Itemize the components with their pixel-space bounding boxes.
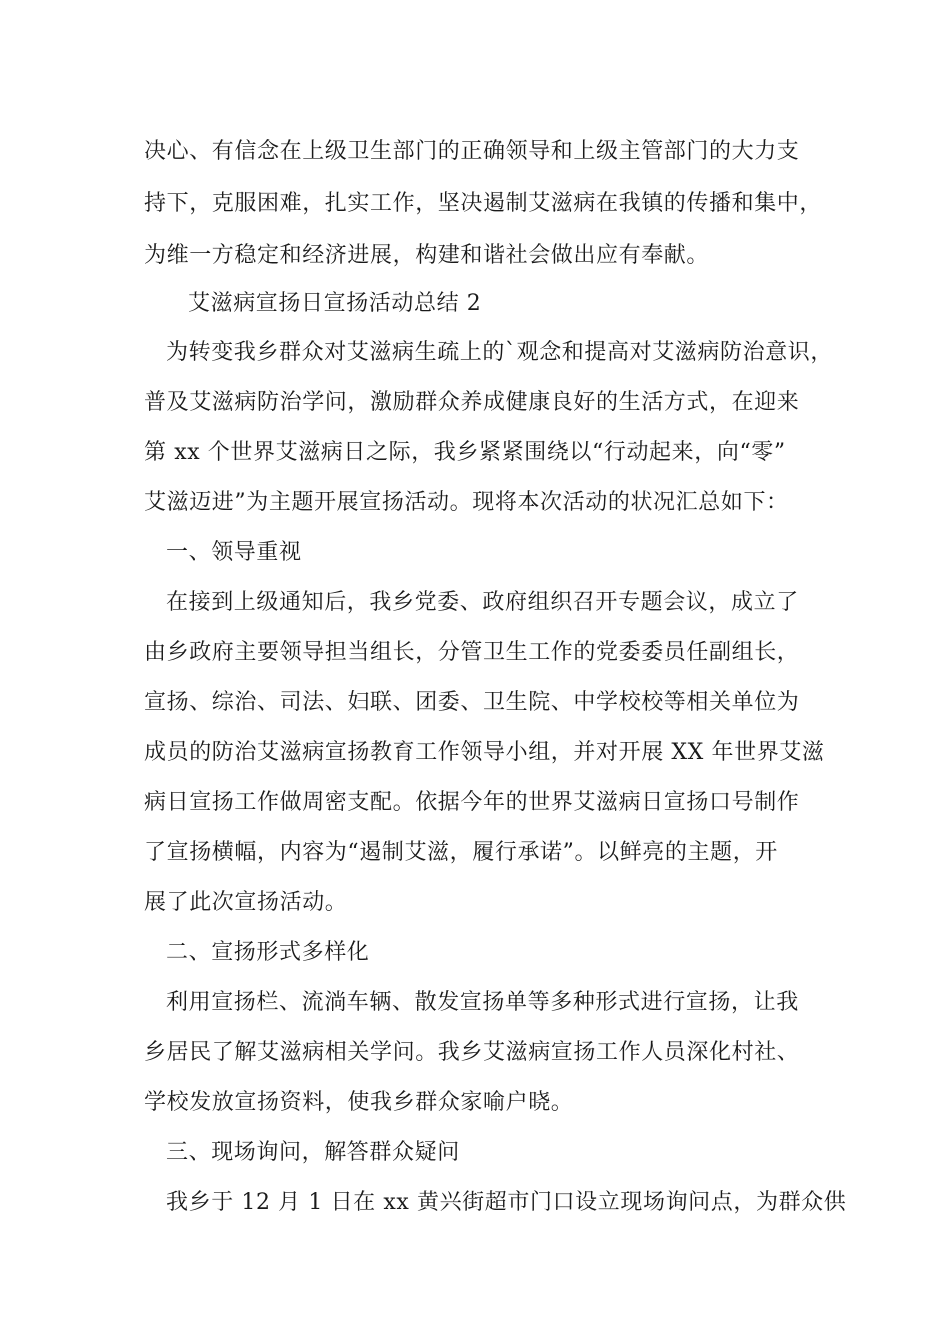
paragraph-line: 成员的防治艾滋病宣扬教育工作领导小组，并对开展 XX 年世界艾滋 xyxy=(144,740,825,765)
paragraph-line: 学校发放宣扬资料，使我乡群众家喻户晓。 xyxy=(144,1090,574,1115)
paragraph-line: 宣扬、综治、司法、妇联、团委、卫生院、中学校校等相关单位为 xyxy=(144,690,800,715)
paragraph-line: 决心、有信念在上级卫生部门的正确领导和上级主管部门的大力支 xyxy=(144,139,800,164)
paragraph-line: 普及艾滋病防治学问，激励群众养成健康良好的生活方式，在迎来 xyxy=(144,390,800,415)
paragraph-line: 我乡于 12 月 1 日在 xx 黄兴街超市门口设立现场询问点，为群众供 xyxy=(166,1190,847,1215)
paragraph-line: 在接到上级通知后，我乡党委、政府组织召开专题会议，成立了 xyxy=(166,590,799,615)
paragraph-line: 展了此次宣扬活动。 xyxy=(144,890,348,915)
section-heading: 二、宣扬形式多样化 xyxy=(166,940,370,965)
paragraph-line: 利用宣扬栏、流淌车辆、散发宣扬单等多种形式进行宣扬，让我 xyxy=(166,990,799,1015)
paragraph-line: 为维一方稳定和经济进展，构建和谐社会做出应有奉献。 xyxy=(144,243,710,268)
section-heading: 一、领导重视 xyxy=(166,540,302,565)
paragraph-line: 持下，克服困难，扎实工作，坚决遏制艾滋病在我镇的传播和集中， xyxy=(144,191,823,216)
paragraph-line: 艾滋迈进”为主题开展宣扬活动。现将本次活动的状况汇总如下： xyxy=(144,490,789,515)
paragraph-line: 为转变我乡群众对艾滋病生疏上的`观念和提高对艾滋病防治意识， xyxy=(166,340,834,365)
section-heading: 三、现场询问，解答群众疑问 xyxy=(166,1140,460,1165)
paragraph-line: 第 xx 个世界艾滋病日之际，我乡紧紧围绕以“行动起来，向“零” xyxy=(144,440,786,465)
paragraph-line: 由乡政府主要领导担当组长，分管卫生工作的党委委员任副组长， xyxy=(144,640,800,665)
section-title: 艾滋病宣扬日宣扬活动总结 2 xyxy=(188,291,482,316)
paragraph-line: 了宣扬横幅，内容为“遏制艾滋，履行承诺”。以鲜亮的主题，开 xyxy=(144,840,778,865)
paragraph-line: 乡居民了解艾滋病相关学问。我乡艾滋病宣扬工作人员深化村社、 xyxy=(144,1040,800,1065)
paragraph-line: 病日宣扬工作做周密支配。依据今年的世界艾滋病日宣扬口号制作 xyxy=(144,790,800,815)
